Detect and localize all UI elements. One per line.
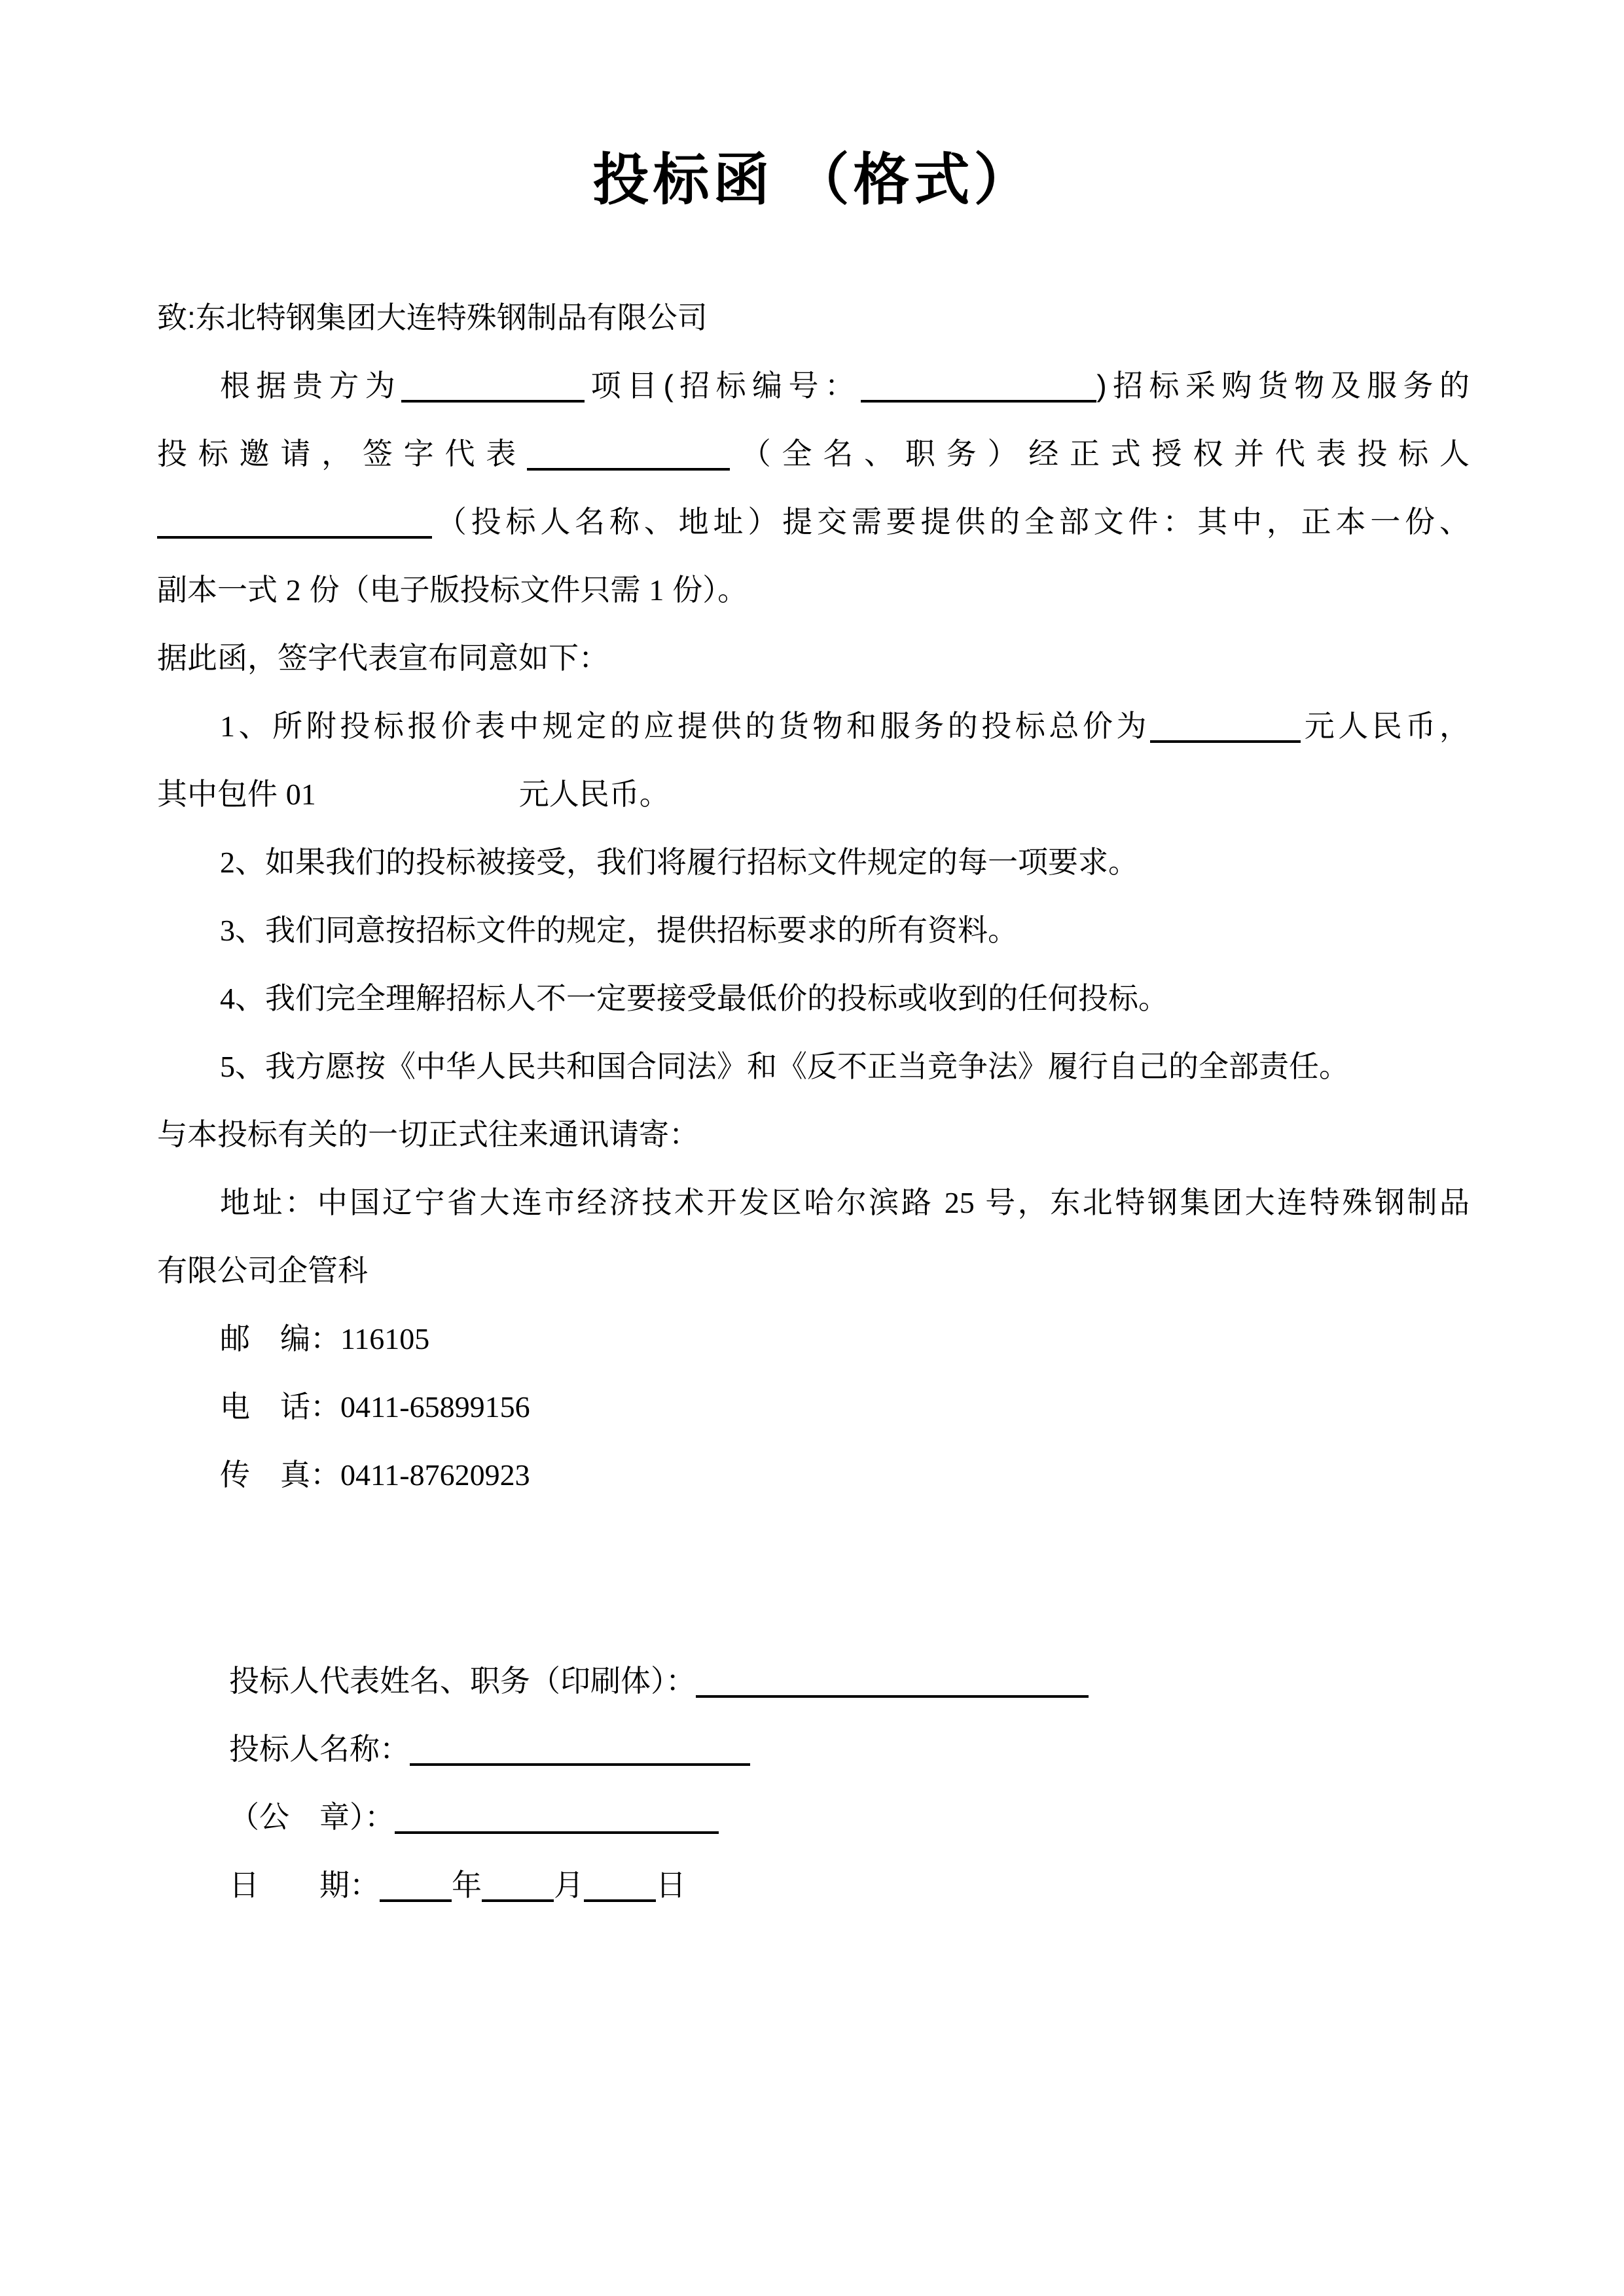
item-4-line [157, 964, 1470, 1032]
blank-underline-total-price [1150, 709, 1301, 743]
blank-underline-rep-name [696, 1664, 1089, 1698]
text-segment: 据此函，签字代表宣布同意如下： [157, 641, 609, 675]
item-number: 4 [220, 982, 235, 1015]
tel-label: 电 话： [220, 1390, 340, 1424]
bidder-name-label: 投标人名称： [229, 1732, 410, 1766]
bidder-name-line [157, 1715, 1470, 1783]
day-label: 日 [656, 1868, 686, 1902]
seal-line [157, 1783, 1470, 1851]
text-segment: 份）。 [664, 573, 748, 607]
text-segment: 、如果我们的投标被接受，我们将履行招标文件规定的每一项要求。 [235, 845, 1138, 879]
contact-intro-line [157, 1100, 1470, 1168]
item-number: 3 [220, 914, 235, 947]
blank-underline-signer [527, 437, 730, 471]
text-segment: 副本一式 [157, 573, 286, 607]
zip-label: 邮 编： [220, 1321, 340, 1355]
item-1-line-2 [157, 760, 1470, 828]
zip-value: 116105 [340, 1322, 430, 1355]
item-number: 5 [220, 1050, 235, 1083]
text-segment: 元人民币。 [518, 777, 670, 811]
year-label: 年 [452, 1868, 482, 1902]
fax-label: 传 真： [220, 1458, 340, 1492]
date-label: 日 期： [229, 1868, 380, 1902]
text-segment: 、所附投标报价表中规定的应提供的货物和服务的投标总价为 [235, 709, 1151, 743]
blank-underline-year [380, 1868, 452, 1902]
paragraph-line-1 [157, 351, 1470, 420]
rep-name-line [157, 1647, 1470, 1715]
recipient-text: 致:东北特钢集团大连特殊钢制品有限公司 [157, 300, 708, 334]
text-segment: 其中包件 [157, 777, 286, 811]
blank-underline-seal [395, 1800, 719, 1834]
item-2-line [157, 828, 1470, 896]
text-segment: )招标采购货物及服务的 [1096, 368, 1470, 403]
declare-line [157, 624, 1470, 692]
item-3-line [157, 896, 1470, 964]
text-segment: 份（电子版投标文件只需 [300, 573, 649, 607]
tel-value: 0411-65899156 [340, 1390, 530, 1424]
number-copies: 2 [285, 573, 301, 607]
paragraph-line-2 [157, 420, 1470, 488]
number-ecopies: 1 [649, 573, 664, 607]
street-number: 25 [944, 1186, 975, 1219]
date-line [157, 1851, 1470, 1919]
text-segment: 元人民币， [1301, 709, 1470, 743]
blank-underline-bidder [157, 505, 432, 539]
text-segment: 根据贵方为 [220, 368, 402, 403]
address-line-1 [157, 1168, 1470, 1236]
recipient-line [157, 283, 1470, 351]
text-segment: 、我们同意按招标文件的规定，提供招标要求的所有资料。 [235, 913, 1018, 947]
blank-space-package-price [316, 798, 519, 804]
text-segment: 、我方愿按《中华人民共和国合同法》和《反不正当竞争法》履行自己的全部责任。 [235, 1049, 1349, 1083]
fax-value: 0411-87620923 [340, 1458, 530, 1492]
item-number: 2 [220, 846, 235, 879]
item-5-line [157, 1032, 1470, 1100]
paragraph-line-3 [157, 488, 1470, 556]
seal-label: （公 章）： [229, 1800, 395, 1834]
text-segment: 有限公司企管科 [157, 1253, 368, 1287]
blank-underline-tender-no [861, 368, 1096, 403]
signature-block [157, 1647, 1470, 1919]
item-number: 1 [220, 709, 235, 743]
zip-line [157, 1304, 1470, 1372]
blank-underline-bidder-name [410, 1732, 750, 1766]
text-segment: 地址：中国辽宁省大连市经济技术开发区哈尔滨路 [220, 1185, 945, 1219]
package-number: 01 [285, 778, 316, 811]
blank-underline-day [584, 1868, 656, 1902]
text-segment: （全名、职务）经正式授权并代表投标人 [730, 437, 1470, 471]
blank-underline-month [482, 1868, 554, 1902]
text-segment: 项目(招标编号： [585, 368, 861, 403]
text-segment: （投标人名称、地址）提交需要提供的全部文件：其中，正本一份、 [432, 505, 1470, 539]
month-label: 月 [554, 1868, 584, 1902]
rep-label: 投标人代表姓名、职务（印刷体）： [229, 1664, 696, 1698]
address-line-2 [157, 1236, 1470, 1304]
text-segment: 与本投标有关的一切正式往来通讯请寄： [157, 1117, 699, 1151]
text-segment: 号，东北特钢集团大连特殊钢制品 [974, 1185, 1470, 1219]
item-1-line-1 [157, 692, 1470, 760]
paragraph-line-4 [157, 556, 1470, 624]
text-segment: 投标邀请，签字代表 [157, 437, 527, 471]
blank-underline-project [401, 368, 585, 403]
tel-line [157, 1372, 1470, 1441]
text-segment: 、我们完全理解招标人不一定要接受最低价的投标或收到的任何投标。 [235, 981, 1168, 1015]
page-title: 投标函 （格式） [592, 149, 1034, 211]
fax-line [157, 1441, 1470, 1509]
